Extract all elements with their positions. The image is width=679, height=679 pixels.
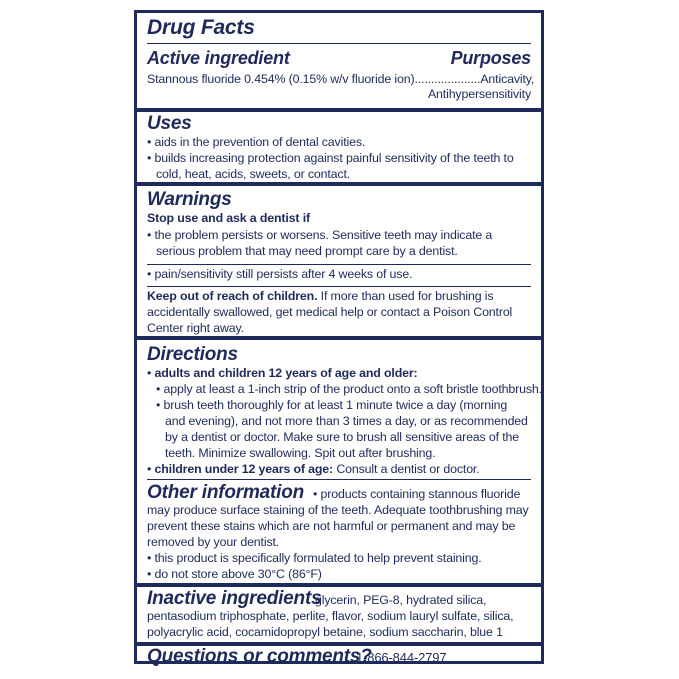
purpose-antihypersensitivity: Antihypersensitivity bbox=[427, 87, 531, 101]
other-information-section bbox=[137, 479, 541, 583]
bullet-icon: • bbox=[156, 398, 161, 412]
bullet-icon: • bbox=[147, 151, 152, 165]
warnings-section bbox=[137, 182, 541, 336]
other-bullet-1-cont-1: may produce surface staining of the teeth. Adequate toothbrushing may bbox=[147, 503, 529, 517]
keep-out-line-3: Center right away. bbox=[147, 321, 244, 335]
other-bullet-3: • do not store above 30°C (86°F) bbox=[147, 567, 322, 581]
phone-number: 1-866-844-2797 bbox=[356, 650, 447, 665]
questions-section bbox=[137, 642, 541, 667]
uses-bullet-2: • builds increasing protection against painful sensitivity of the teeth to bbox=[147, 151, 514, 165]
direction-bullet-2: • brush teeth thoroughly for at least 1 minute twice a day (morning bbox=[156, 398, 508, 412]
warning-rule-2 bbox=[147, 286, 531, 287]
inactive-line-3: polyacrylic acid, cocamidopropyl betaine, sodium saccharin, blue 1 bbox=[147, 625, 503, 639]
inactive-line-2: pentasodium triphosphate, perlite, flavor, sodium lauryl sulfate, silica, bbox=[147, 609, 514, 623]
bullet-icon: • bbox=[147, 366, 152, 380]
warning-bullet-2: • pain/sensitivity still persists after 4 weeks of use. bbox=[147, 267, 413, 281]
uses-section bbox=[137, 108, 541, 182]
drug-facts-title: Drug Facts bbox=[147, 16, 255, 39]
warning-bullet-1: • the problem persists or worsens. Sensitive teeth may indicate a bbox=[147, 228, 493, 242]
uses-bullet-1: • aids in the prevention of dental cavities. bbox=[147, 135, 366, 149]
title-rule bbox=[147, 43, 531, 44]
active-ingredient-section bbox=[137, 13, 541, 108]
bullet-icon: • bbox=[147, 228, 152, 242]
direction-bullet-2-cont-2: by a dentist or doctor. Make sure to brush all sensitive areas of the bbox=[165, 430, 519, 444]
active-ingredient-line: Stannous fluoride 0.454% (0.15% w/v fluoride ion)....................Anticavity, bbox=[147, 72, 535, 86]
inactive-line-1: glycerin, PEG-8, hydrated silica, bbox=[315, 593, 487, 607]
active-ingredient-heading: Active ingredient bbox=[147, 48, 290, 68]
bullet-icon: • bbox=[147, 567, 152, 581]
other-bullet-1-cont-2: prevent these stains which are not harmful or permanent and may be bbox=[147, 519, 516, 533]
uses-bullet-2-cont: cold, heat, acids, sweets, or contact. bbox=[156, 167, 351, 181]
direction-bullet-2-cont-1: and evening), and not more than 3 times a day, or as recommended bbox=[165, 414, 528, 428]
inactive-ingredients-section bbox=[137, 583, 541, 642]
children-line: • children under 12 years of age: Consult a dentist or doctor. bbox=[147, 462, 480, 476]
bullet-icon: • bbox=[147, 551, 152, 565]
bullet-icon: • bbox=[313, 487, 318, 501]
stop-use-heading: Stop use and ask a dentist if bbox=[147, 211, 310, 225]
direction-bullet-1: • apply at least a 1-inch strip of the product onto a soft bristle toothbrush. bbox=[156, 382, 542, 396]
bullet-icon: • bbox=[147, 267, 152, 281]
other-bullet-1-cont-3: removed by your dentist. bbox=[147, 535, 280, 549]
other-information-heading: Other information bbox=[147, 482, 305, 503]
warnings-heading: Warnings bbox=[147, 189, 232, 210]
directions-heading: Directions bbox=[147, 344, 238, 365]
uses-heading: Uses bbox=[147, 113, 192, 134]
bullet-icon: • bbox=[147, 462, 152, 476]
adults-line: • adults and children 12 years of age and older: bbox=[147, 366, 418, 380]
other-bullet-2: • this product is specifically formulated to help prevent staining. bbox=[147, 551, 482, 565]
bullet-icon: • bbox=[156, 382, 161, 396]
keep-out-line-2: accidentally swallowed, get medical help or contact a Poison Control bbox=[147, 305, 513, 319]
inactive-ingredients-heading: Inactive ingredients bbox=[147, 588, 322, 609]
directions-section bbox=[137, 336, 541, 479]
questions-heading: Questions or comments? bbox=[147, 646, 372, 667]
drug-facts-panel bbox=[134, 10, 544, 667]
other-bullet-1: • products containing stannous fluoride bbox=[313, 487, 521, 501]
purposes-heading: Purposes bbox=[450, 48, 531, 68]
keep-out-line-1: Keep out of reach of children. If more than used for brushing is bbox=[147, 289, 494, 303]
warning-rule-1 bbox=[147, 264, 531, 265]
other-info-rule bbox=[147, 479, 531, 480]
direction-bullet-2-cont-3: teeth. Minimize swallowing. Spit out after brushing. bbox=[165, 446, 436, 460]
warning-bullet-1-cont: serious problem that may need prompt care by a dentist. bbox=[156, 244, 458, 258]
bullet-icon: • bbox=[147, 135, 152, 149]
